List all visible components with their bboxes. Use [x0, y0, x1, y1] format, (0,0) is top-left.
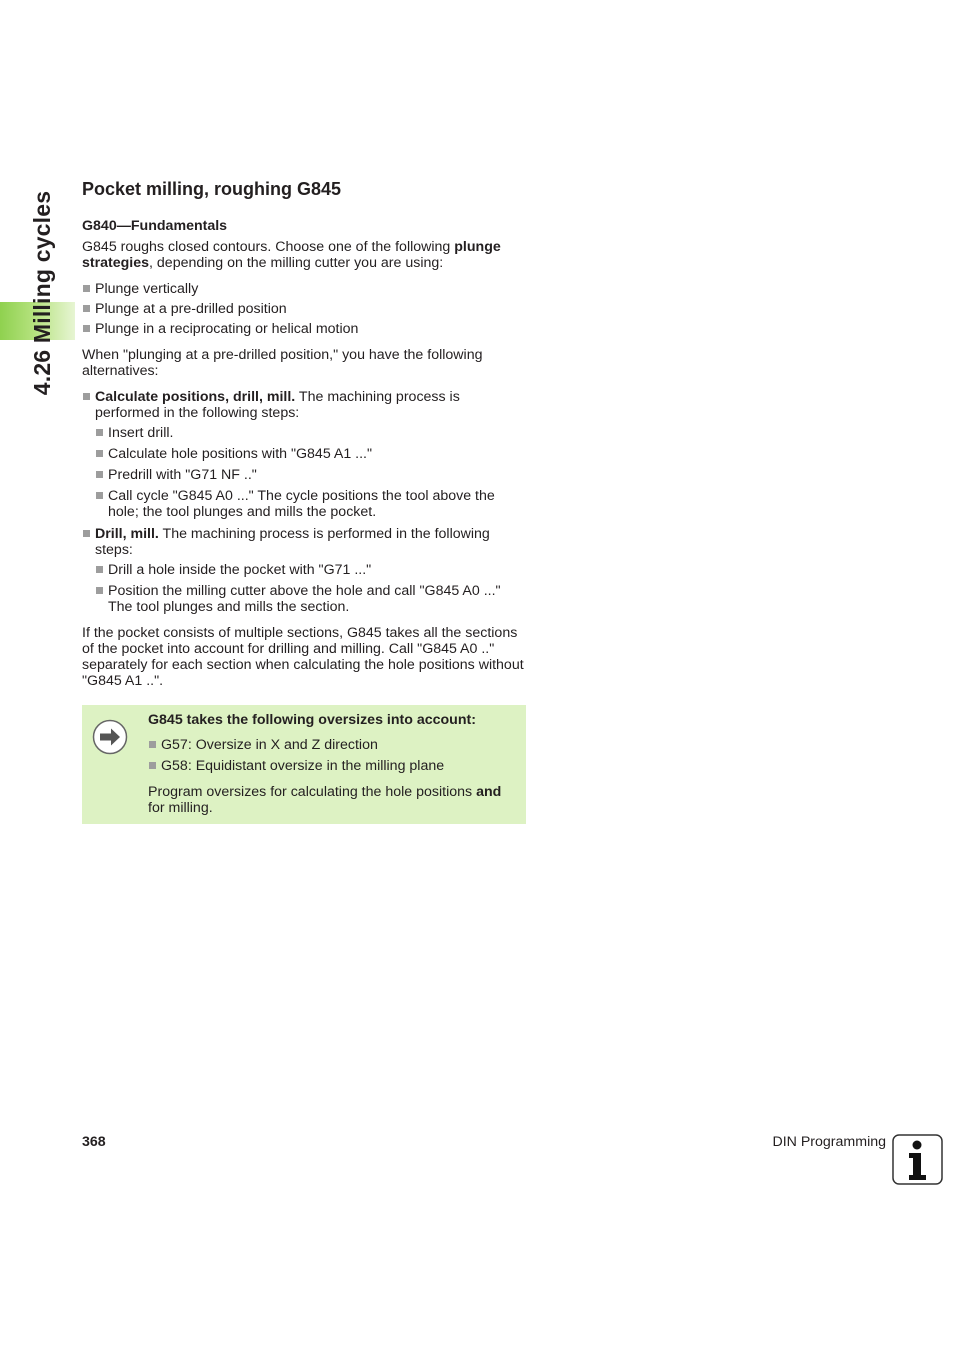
note-box	[82, 705, 526, 824]
note-title: G845 takes the following oversizes into account:	[148, 712, 476, 728]
list-item: Call cycle "G845 A0 ..." The cycle positions the tool above the hole; the tool plunges and mills the pocket.	[95, 488, 528, 520]
list-item: Predrill with "G71 NF .."	[95, 467, 528, 483]
oversize-list	[148, 737, 514, 774]
intro-text: G845 roughs closed contours. Choose one of the following	[82, 239, 455, 255]
list-item: Plunge vertically	[82, 281, 528, 297]
page-number: 368	[82, 1134, 106, 1150]
alternative-text: The machining process is performed in the following steps:	[95, 389, 460, 421]
footer-label: DIN Programming	[772, 1134, 886, 1150]
alternative-text: The machining process is performed in the following steps:	[95, 526, 490, 558]
chapter-title: 4.26 Milling cycles	[29, 190, 55, 396]
alternative-item	[82, 389, 528, 520]
list-item: Plunge in a reciprocating or helical motion	[82, 321, 528, 337]
list-item: G58: Equidistant oversize in the milling plane	[148, 758, 514, 774]
intro-paragraph	[82, 239, 528, 271]
multi-sections-paragraph: If the pocket consists of multiple sections, G845 takes all the sections of the pocket into account for drilling and milling. Call "G845 A0 .." separately for each section when calculating the hole positions without "G845 A1 ..".	[82, 625, 524, 689]
list-item: Plunge at a pre-drilled position	[82, 301, 528, 317]
note-body	[148, 712, 514, 826]
arrow-right-icon	[92, 719, 128, 755]
note-text-bold: and	[476, 784, 502, 800]
alternative-title: Calculate positions, drill, mill.	[95, 389, 296, 405]
alternatives-list	[82, 389, 528, 615]
strategy-list	[82, 281, 528, 337]
main-content	[82, 178, 528, 699]
list-item: Drill a hole inside the pocket with "G71 ..."	[95, 562, 528, 578]
list-item: G57: Oversize in X and Z direction	[148, 737, 514, 753]
intro-bold: plunge strategies	[82, 239, 501, 271]
info-icon	[892, 1134, 944, 1186]
list-item: Insert drill.	[95, 425, 528, 441]
note-text-start: Program oversizes for calculating the hole positions	[148, 784, 477, 800]
step-list	[95, 425, 528, 520]
alternatives-intro: When "plunging at a pre-drilled position," you have the following alternatives:	[82, 347, 483, 379]
list-item: Calculate hole positions with "G845 A1 ..."	[95, 446, 528, 462]
list-item: Position the milling cutter above the hole and call "G845 A0 ..." The tool plunges and mills the section.	[95, 583, 528, 615]
step-list	[95, 562, 528, 615]
alternative-title: Drill, mill.	[95, 526, 159, 542]
section-heading: Pocket milling, roughing G845	[82, 179, 342, 199]
note-text	[148, 784, 514, 816]
note-text-end: for milling.	[148, 800, 213, 816]
alternative-item	[82, 526, 528, 615]
section-subheading: G840—Fundamentals	[82, 218, 228, 234]
intro-text-end: , depending on the milling cutter you are using:	[149, 255, 444, 271]
